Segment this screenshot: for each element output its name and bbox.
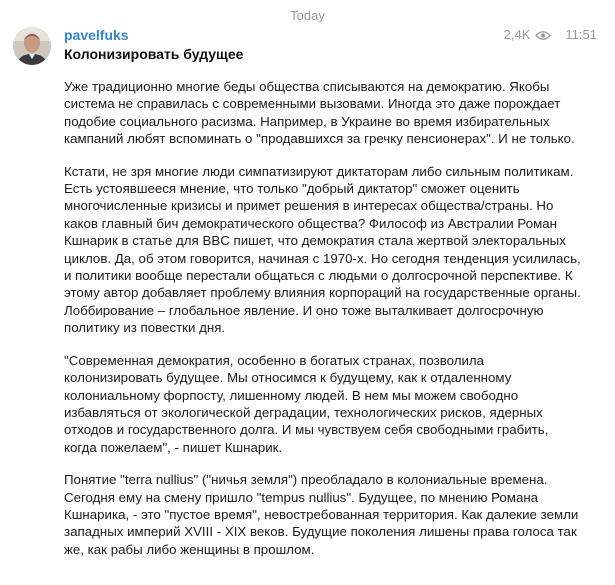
post-paragraph: Уже традиционно многие беды общества списываются на демократию. Якобы система не справилась с современными вызовами. Иногда это даже порождает подобие социального расизма. Например, в Украине во время избирательных кампаний любят вспоминать о "продавшихся за гречку пенсионерах". И не только. (64, 79, 575, 147)
post-paragraph: Понятие "terra nullius" ("ничья земля") преобладало в колониальные времена. Сегодня ему на смену пришло "tempus nullius". Будущее, по мнению Романа Кшнарика, - это "пустое время", невостребованная территория. Как далекие земли западных империй XVIII - XIX веков. Будущие поколения лишены права голоса так же, как рабы либо женщины в прошлом. (64, 472, 579, 557)
post-meta (504, 27, 597, 42)
post-title: Колонизировать будущее (64, 46, 244, 62)
post-paragraph: Кстати, не зря многие люди симпатизируют диктаторам либо сильным политикам. Есть устоявшееся мнение, что только "добрый диктатор" сможет оценить многочисленные кризисы и примет решения в интересах общества/страны. Но каков главный бич демократического общества? Философ из Австралии Роман Кшнарик в статье для BBC пишет, что демократия стала жертвой электоральных циклов. Да, об этом говорится, начиная с 1970-х. Но сегодня тенденция усилилась, и политики вообще перестали общаться с людьми о долгосрочной перспективе. К этому автор добавляет проблему влияния корпораций на государственные органы. Лоббирование – глобальное явление. И оно тоже выталкивает долгосрочную политику из повестки дня. (64, 163, 581, 336)
avatar[interactable] (13, 27, 51, 65)
author-name[interactable]: pavelfuks (64, 27, 129, 43)
eye-icon (535, 29, 551, 40)
post-paragraph: "Современная демократия, особенно в богатых странах, позволила колонизировать будущее. Мы относимся к будущему, как к отдаленному колониальному форпосту, лишенному людей. В нем мы можем свободно избавляться от экологической деградации, технологических рисков, ядерных отходов и государственного долга. И мы чувствуем себя свободными грабить, когда пожелаем", - пишет Кшнарик. (64, 352, 549, 455)
post-body (64, 78, 584, 573)
post-time: 11:51 (565, 27, 597, 42)
date-separator: Today (290, 8, 325, 23)
views-count: 2,4K (503, 27, 531, 42)
avatar-photo-icon (13, 27, 51, 65)
